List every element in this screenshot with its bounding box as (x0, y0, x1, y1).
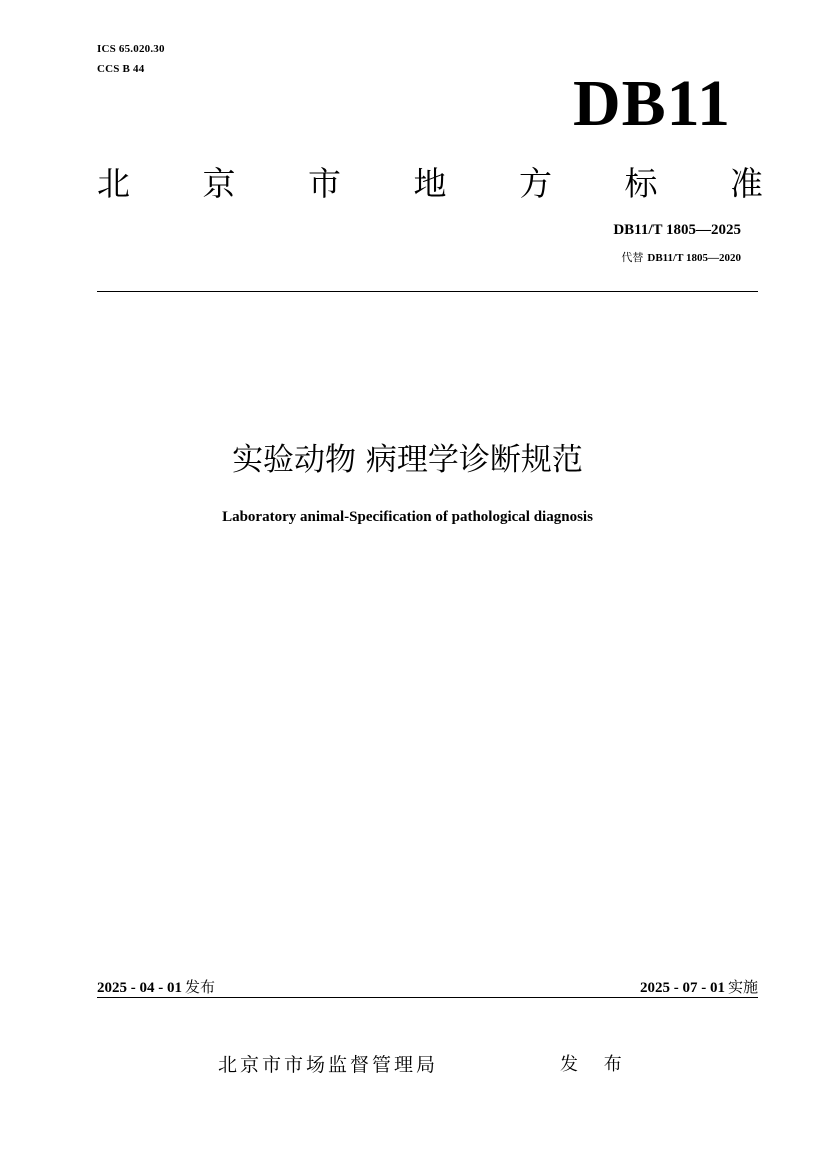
replaces-line (621, 249, 741, 265)
standard-type-char: 方 (519, 163, 552, 203)
ics-code: ICS 65.020.30 (97, 43, 165, 55)
db11-logo: DB11 (572, 67, 731, 140)
replaces-label: 代替 (621, 251, 644, 264)
standard-type-title (97, 156, 763, 206)
standard-type-char: 标 (624, 163, 658, 203)
implement-label: 实施 (727, 978, 758, 996)
publish-date-line (97, 976, 215, 997)
ccs-code: CCS B 44 (97, 63, 145, 75)
top-divider (97, 291, 758, 292)
implement-date-line (640, 976, 758, 997)
standard-number: DB11/T 1805—2025 (613, 222, 741, 238)
standard-type-char: 准 (730, 163, 763, 203)
standard-type-char: 地 (413, 163, 447, 203)
standard-type-char: 京 (202, 163, 236, 203)
standard-type-char: 北 (97, 163, 130, 203)
publish-date: 2025 - 04 - 01 (97, 980, 182, 996)
issue-label: 发 布 (560, 1054, 632, 1075)
standard-type-char: 市 (308, 163, 341, 203)
bottom-divider (97, 997, 758, 998)
publish-label: 发布 (185, 978, 216, 996)
replaced-standard-number: DB11/T 1805—2020 (647, 252, 741, 264)
english-title: Laboratory animal-Specification of pathological diagnosis (222, 509, 593, 525)
implement-date: 2025 - 07 - 01 (639, 980, 725, 996)
chinese-title: 实验动物 病理学诊断规范 (232, 442, 583, 478)
issuing-authority: 北京市市场监督管理局 (218, 1054, 439, 1076)
